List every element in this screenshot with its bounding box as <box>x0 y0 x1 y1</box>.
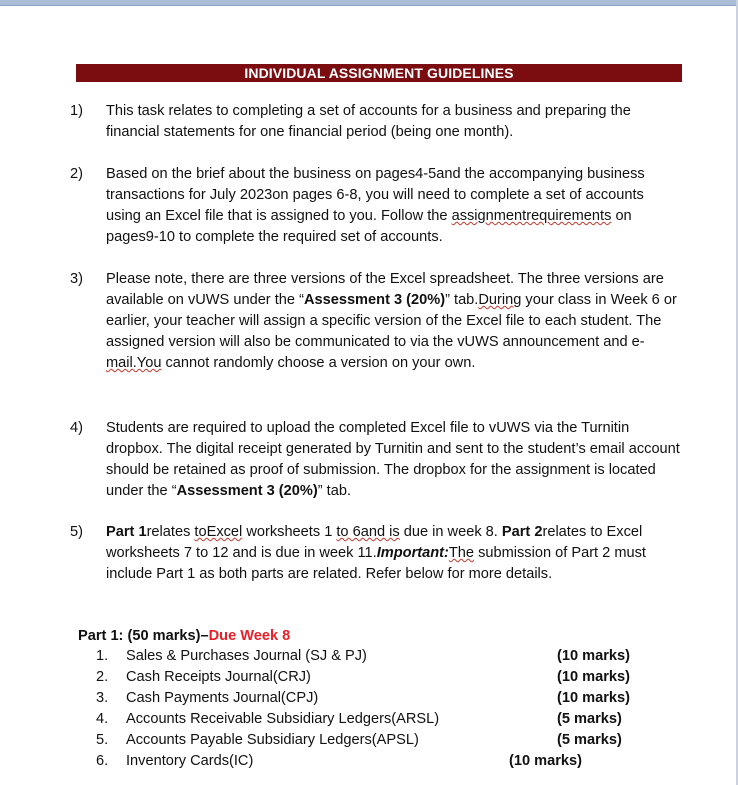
due-label: Due Week 8 <box>208 628 291 644</box>
spellcheck-flag: assignmentrequirements <box>451 208 612 224</box>
item-number: 4) <box>70 420 83 436</box>
marks-value: (10 marks) <box>557 669 631 685</box>
guideline-item-5 <box>70 522 682 585</box>
spellcheck-flag: toExcel <box>194 524 243 540</box>
part1-list <box>96 646 656 772</box>
item-text: Based on the brief about the business on pages4-5and the accompanying business transactions for July 2023on pages 6-8, you will need to complete a set of accounts using an Excel file that is assigned to you. Follow the assignmentrequirements on pages9-10 to complete the required set of accounts. <box>106 166 645 245</box>
item-text: This task relates to completing a set of accounts for a business and preparing the financial statements for one financial period (being one month). <box>106 103 631 140</box>
item-text: Part 1relates toExcel worksheets 1 to 6and is due in week 8. Part 2relates to Excel worksheets 7 to 12 and is due in week 11.Important:The submission of Part 2 must include Part 1 as both parts are related. Refer below for more details. <box>106 524 646 582</box>
list-item: 1. Sales & Purchases Journal (SJ & PJ) (10 marks) <box>96 646 656 667</box>
spellcheck-flag: The <box>448 545 475 561</box>
part1-heading: Part 1: (50 marks)–Due Week 8 <box>78 628 291 644</box>
item-number: 1) <box>70 103 83 119</box>
guideline-item-2 <box>70 164 682 248</box>
marks-value: (10 marks) <box>557 690 631 706</box>
window-top-border <box>0 0 738 6</box>
marks-value: (10 marks) <box>509 753 583 769</box>
item-text: Please note, there are three versions of the Excel spreadsheet. The three versions are available on vUWS under the “Assessment 3 (20%)” tab.During your class in Week 6 or earlier, your teacher will assign a specific version of the Excel file to each student. The assigned version will also be communicated to via the vUWS announcement and e-mail.You cannot randomly choose a version on your own. <box>106 271 677 371</box>
list-item: 4. Accounts Receivable Subsidiary Ledgers(ARSL) (5 marks) <box>96 709 656 730</box>
item-number: 5) <box>70 524 83 540</box>
item-text: Students are required to upload the completed Excel file to vUWS via the Turnitin dropbox. The digital receipt generated by Turnitin and sent to the student’s email account should be retained as proof of submission. The dropbox for the assignment is located under the “Assessment 3 (20%)” tab. <box>106 420 680 499</box>
item-number: 3) <box>70 271 83 287</box>
spellcheck-flag: to 6and is <box>336 524 400 540</box>
list-item: 5. Accounts Payable Subsidiary Ledgers(APSL) (5 marks) <box>96 730 656 751</box>
marks-value: (5 marks) <box>557 711 622 727</box>
marks-value: (5 marks) <box>557 732 622 748</box>
guideline-item-4 <box>70 418 682 502</box>
marks-value: (10 marks) <box>557 648 631 664</box>
list-item: 2. Cash Receipts Journal(CRJ) (10 marks) <box>96 667 656 688</box>
item-number: 2) <box>70 166 83 182</box>
guideline-item-3 <box>70 269 682 374</box>
list-item: 3. Cash Payments Journal(CPJ) (10 marks) <box>96 688 656 709</box>
section-heading: INDIVIDUAL ASSIGNMENT GUIDELINES <box>76 64 682 82</box>
spellcheck-flag: During <box>478 292 522 308</box>
list-item: 6. Inventory Cards(IC) (10 marks) <box>96 751 656 772</box>
spellcheck-flag: mail.You <box>106 355 162 371</box>
guideline-item-1 <box>70 101 682 143</box>
